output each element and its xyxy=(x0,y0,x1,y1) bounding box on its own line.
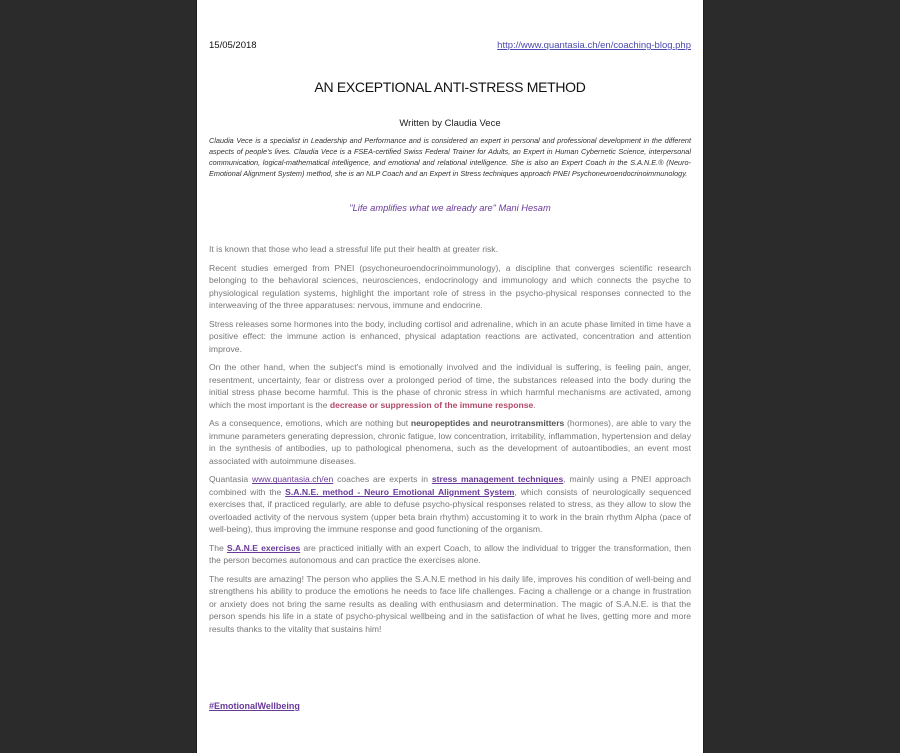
paragraph-7-b: are practiced initially with an expert Coach, to allow the individual to trigger the transformation, then the person becomes autonomous and can practice the exercises alone. xyxy=(209,542,692,566)
paragraph-6 xyxy=(209,473,691,535)
epigraph-quote: "Life amplifies what we already are" Mani Hesam xyxy=(349,203,551,213)
article-byline: Written by Claudia Vece xyxy=(399,118,501,129)
neuropeptides-bold: neuropeptides and neurotransmitters xyxy=(410,418,565,429)
author-bio: Claudia Vece is a specialist in Leadership and Performance and is considered an expert in personal and professional development in the different aspects of people's lives. Claudia Vece is a FSEA-certified Swiss Federal Trainer for Adults, an Expert in Human Cybernetic Science, interpersonal communication, logical-mathematical intelligence, and emotional and relational intelligence. She is also an Expert Coach in the S.A.N.E.® (Neuro-Emotional Alignment System) method, she is an NLP Coach and an Expert in Stress techniques approach PNEI Psychoneuroendocrinoimmunology. xyxy=(209,136,691,178)
paragraph-7-a: The xyxy=(209,542,227,553)
paragraph-6-a: Quantasia xyxy=(209,474,253,485)
paragraph-5-a: As a consequence, emotions, which are nothing but xyxy=(209,418,411,429)
paragraph-3: Stress releases some hormones into the body, including cortisol and adrenaline, which in an acute phase limited in time have a positive effect: the immune action is enhanced, physical adaptation reactions are activated, concentration and attention improve. xyxy=(209,318,691,354)
paragraph-2: Recent studies emerged from PNEI (psychoneuroendocrinoimmunology), a discipline that converges scientific research belonging to the behavioral sciences, neurosciences, endocrinology and immunology and which connects the psyche to physiological regulation systems, highlight the important role of stress in the psycho-physical responses connected to the interweaving of the three apparatuses: nervous, immune and endocrine. xyxy=(209,262,691,311)
paragraph-6-c: , mainly using a PNEI approach combined with the xyxy=(209,474,691,497)
article-title: AN EXCEPTIONAL ANTI-STRESS METHOD xyxy=(314,79,586,95)
paragraph-4 xyxy=(209,361,691,411)
stress-management-link[interactable]: stress management techniques xyxy=(431,474,564,485)
paragraph-7 xyxy=(209,542,691,567)
hashtag-link[interactable]: #EmotionalWellbeing xyxy=(209,701,300,711)
document-page xyxy=(197,0,703,753)
paragraph-8: The results are amazing! The person who applies the S.A.N.E method in his daily life, improves his condition of well-being and strengthens his ability to produce the emotions he needs to face life challenges. Facing a challenge or a change in frustration or anxiety does not bring the same results as dealing with enthusiasm and determination. The magic of S.A.N.E. is that the person spends his life in a state of psycho-physical wellbeing and in the satisfaction of what he lives, getting more and more results thanks to the vitality that sustains him! xyxy=(209,574,691,634)
page-header xyxy=(209,40,691,54)
paragraph-5 xyxy=(209,417,691,467)
header-date: 15/05/2018 xyxy=(209,40,257,51)
paragraph-6-b: coaches are experts in xyxy=(333,474,432,485)
paragraph-6-d: , which consists of neurologically sequenced exercises that, if practiced regularly, are able to defuse psycho-physical responses related to stress, as they allow to slow the overloaded activity of the nervous system (upper beta brain rhythm) accustoming it to work in the brain rhythm Alpha (pace of well-being), thus improving the immune response and good functioning of the organism. xyxy=(209,486,692,535)
immune-response-emphasis: decrease or suppression of the immune response xyxy=(329,399,534,410)
sane-exercises-link[interactable]: S.A.N.E exercises xyxy=(226,542,301,553)
paragraph-4-end: . xyxy=(533,399,536,410)
paragraph-4-text: On the other hand, when the subject's mind is emotionally involved and the individual is suffering, is feeling pain, anger, resentment, uncertainty, fear or distress over a prolonged period of time, the substances released into the body during the initial stress phase become harmful. This is the phase of chronic stress in which harmful mechanisms are activated, among which the most important is the xyxy=(209,362,691,410)
paragraph-5-b: (hormones), are able to vary the immune parameters generating depression, chronic fatigue, low concentration, irritability, inflammation, hypertension and delay in the synthesis of antibodies, up to pathological phenomena, such as the development of autoantibodies, an event most associated with autoimmune diseases. xyxy=(209,418,691,466)
header-url-link[interactable]: http://www.quantasia.ch/en/coaching-blog.php xyxy=(497,40,691,51)
article-body xyxy=(209,243,691,642)
quantasia-link[interactable]: www.quantasia.ch/en xyxy=(252,474,334,485)
sane-method-link[interactable]: S.A.N.E. method - Neuro Emotional Alignment System xyxy=(285,486,515,497)
paragraph-1: It is known that those who lead a stressful life put their health at greater risk. xyxy=(209,244,498,254)
